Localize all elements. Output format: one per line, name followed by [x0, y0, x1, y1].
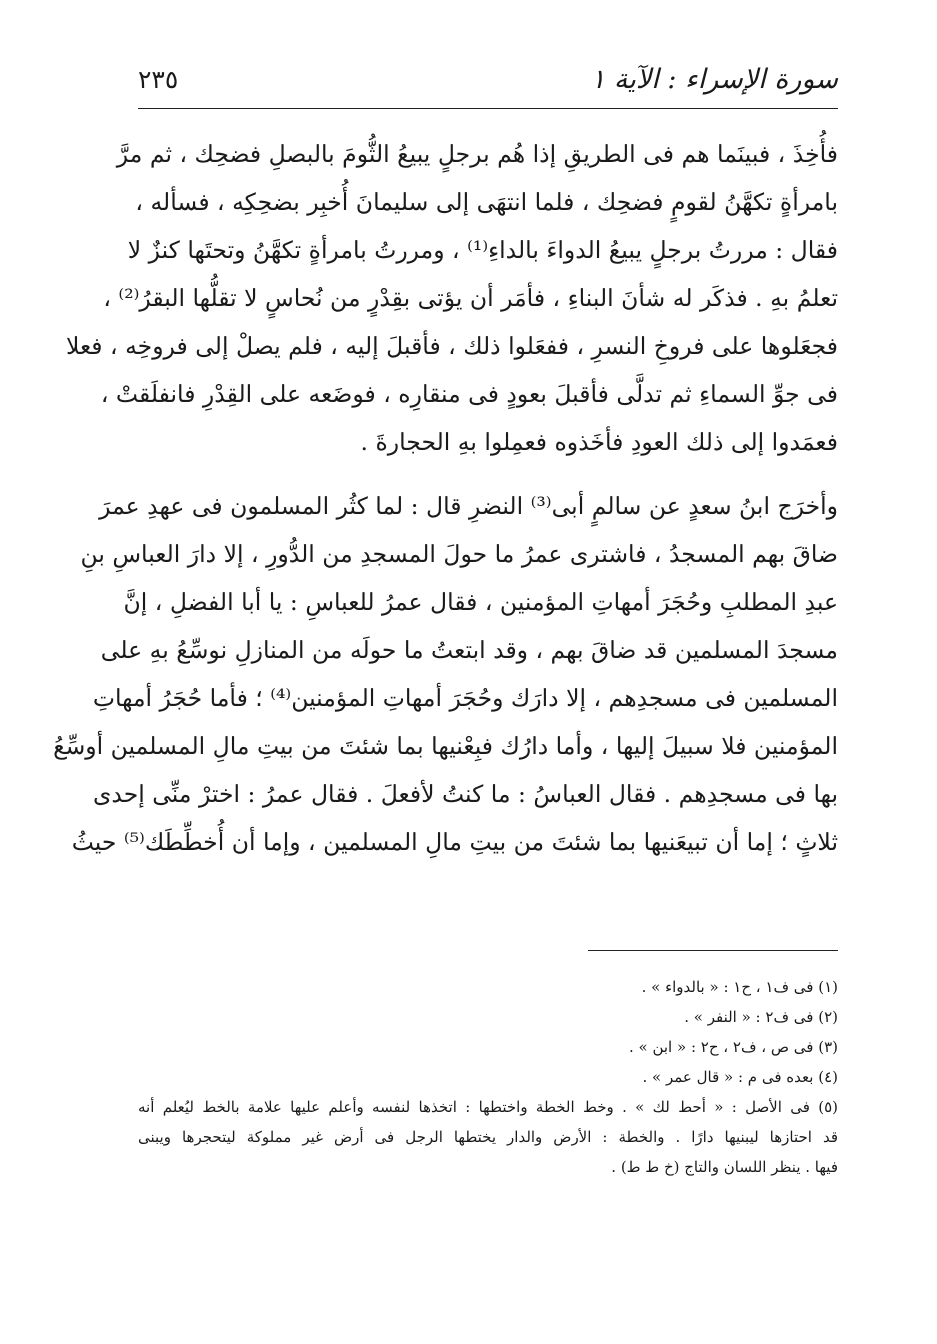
- text-line: فقال : مررتُ برجلٍ يبيعُ الدواءَ بالداءِ⁽¹⁾ ، ومررتُ بامرأةٍ تكهَّنُ وتحتَها كنزٌ لا: [127, 236, 838, 264]
- paragraph-1: [65, 130, 838, 466]
- text-line: فعمَدوا إلى ذلك العودِ فأخَذوه فعمِلوا بهِ الحجارةَ .: [360, 428, 838, 456]
- page-header: [138, 60, 838, 100]
- footnote-1: (١) فى ف١ ، ح١ : « بالدواء » .: [641, 978, 838, 996]
- running-title: سورة الإسراء : الآية ١: [590, 64, 838, 95]
- main-text: [53, 130, 838, 866]
- text-line: مسجدَ المسلمين قد ضاقَ بهم ، وقد ابتعتُ ما حولَه من المنازلِ نوسِّعُ بهِ على: [100, 636, 838, 664]
- footnotes: [138, 972, 838, 1182]
- text-line: وأخرَج ابنُ سعدٍ عن سالمٍ أبى⁽³⁾ النضرِ قال : لما كثُر المسلمون فى عهدِ عمرَ: [99, 492, 838, 520]
- text-line: ضاقَ بهم المسجدُ ، فاشترى عمرُ ما حولَ المسجدِ من الدُّورِ ، إلا دارَ العباسِ بنِ: [80, 540, 838, 568]
- text-line: فأُخِذَ ، فبينَما هم فى الطريقِ إذا هُم برجلٍ يبيعُ الثُّومَ بالبصلِ فضحِك ، ثم مرَّ: [116, 140, 838, 168]
- footnote-3: (٣) فى ص ، ف٢ ، ح٢ : « ابن » .: [628, 1038, 838, 1056]
- text-line: المؤمنين فلا سبيلَ إليها ، وأما دارُك فبِعْنيها بما شئتَ من بيتِ مالِ المسلمين أوسِّعُ: [53, 732, 838, 760]
- text-line: ثلاثٍ ؛ إما أن تبيعَنيها بما شئتَ من بيتِ مالِ المسلمين ، وإما أن أُخطِّطَك⁽⁵⁾ حيثُ: [71, 828, 838, 856]
- header-divider: [138, 108, 838, 109]
- footnote-2: (٢) فى ف٢ : « النفر » .: [684, 1008, 838, 1026]
- footnote-divider: [588, 950, 838, 951]
- text-line: المسلمين فى مسجدِهم ، إلا دارَك وحُجَرَ أمهاتِ المؤمنين⁽⁴⁾ ؛ فأما حُجَرُ أمهاتِ: [92, 684, 838, 712]
- footnote-4: (٤) بعده فى م : « قال عمر » .: [642, 1068, 838, 1086]
- text-line: عبدِ المطلبِ وحُجَرَ أمهاتِ المؤمنين ، فقال عمرُ للعباسِ : يا أبا الفضلِ ، إنَّ: [123, 588, 838, 616]
- page-number: ٢٣٥: [138, 65, 179, 94]
- text-line: بامرأةٍ تكهَّنُ لقومٍ فضحِك ، فلما انتهَى إلى سليمانَ أُخبِر بضحِكِه ، فسأله ،: [135, 188, 838, 216]
- text-line: بها فى مسجدِهم . فقال العباسُ : ما كنتُ لأفعلَ . فقال عمرُ : اخترْ منِّى إحدى: [92, 780, 838, 808]
- text-line: فى جوِّ السماءِ ثم تدلَّى فأقبلَ بعودٍ فى منقارِه ، فوضَعه على القِدْرِ فانفلَقتْ ،: [100, 380, 838, 408]
- text-line: تعلمُ بهِ . فذكَر له شأنَ البناءِ ، فأمَر أن يؤتى بقِدْرٍ من نُحاسٍ لا تقلُّها البقرُ⁽²⁾ ،: [103, 284, 838, 312]
- footnote-5: (٥) فى الأصل : « أحط لك » . وخط الخطة واختطها : اتخذها لنفسه وأعلم عليها علامة بالخط ليُعلم أنه: [138, 1098, 838, 1116]
- paragraph-2: [53, 482, 838, 866]
- footnote-5-end: فيها . ينظر اللسان والتاج (خ ط ط) .: [611, 1158, 838, 1176]
- footnote-5-continued: قد احتازها ليبنيها دارًا . والخطة : الأرض والدار يختطها الرجل فى أرض غير مملوكة ليتحجرها ويبنى: [138, 1128, 838, 1146]
- text-line: فجعَلوها على فروخِ النسرِ ، ففعَلوا ذلك ، فأقبلَ إليه ، فلم يصلْ إلى فروخِه ، فعلا: [65, 332, 838, 360]
- paragraph-gap: [138, 466, 838, 482]
